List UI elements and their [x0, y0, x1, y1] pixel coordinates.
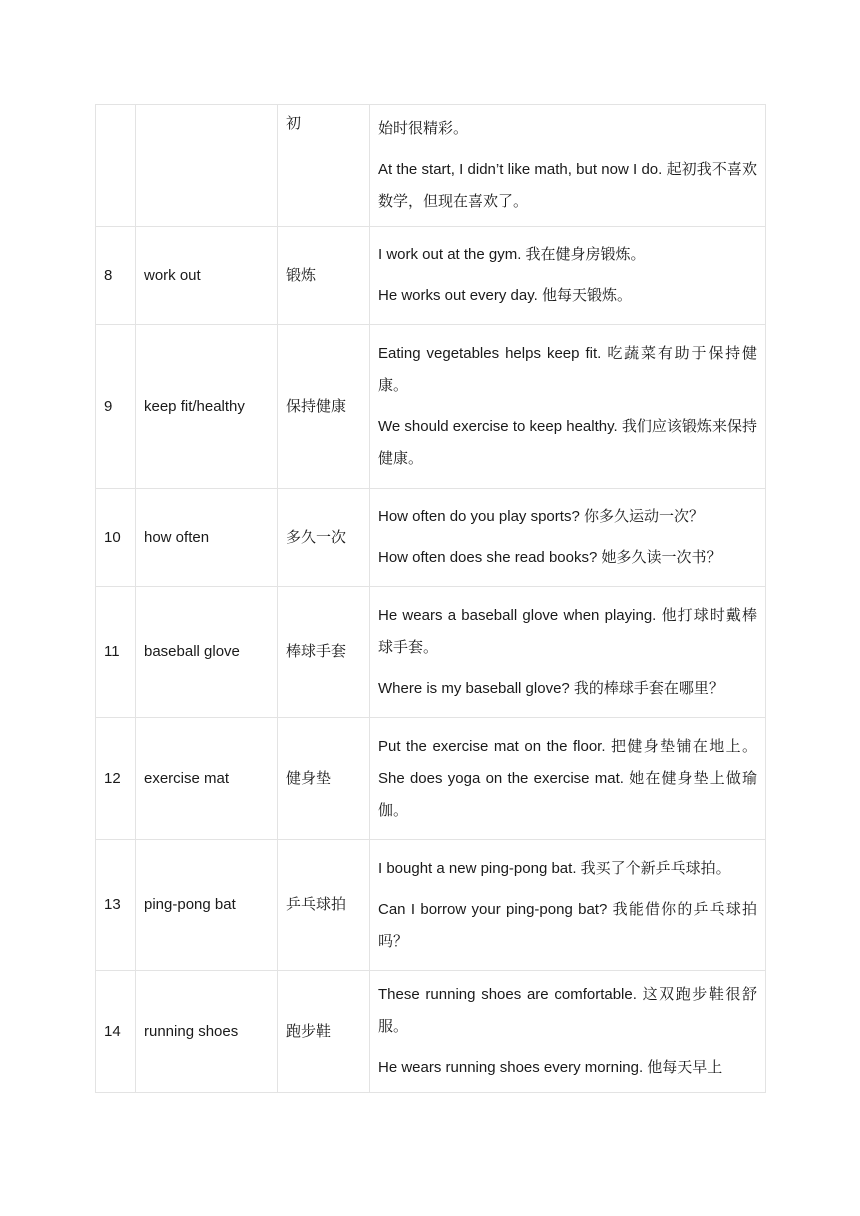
table-row — [96, 325, 766, 489]
meaning-cell: 棒球手套 — [278, 587, 370, 718]
example-sentence: At the start, I didn’t like math, but now I do. 起初我不喜欢数学，但现在喜欢了。 — [378, 161, 757, 210]
meaning-cell: 初 — [278, 105, 370, 227]
example-sentence: Where is my baseball glove? 我的棒球手套在哪里？ — [378, 679, 724, 697]
row-number: 12 — [96, 718, 136, 840]
example-sentence: Put the exercise mat on the floor. 把健身垫铺在地上。She does yoga on the exercise mat. 她在健身垫上做瑜伽。 — [378, 737, 757, 819]
example-sentence: These running shoes are comfortable. 这双跑步鞋很舒服。 — [378, 986, 757, 1035]
meaning-cell: 跑步鞋 — [278, 971, 370, 1093]
table-row — [96, 105, 766, 227]
example-sentence: 始时很精彩。 — [378, 120, 469, 137]
meaning-cell: 锻炼 — [278, 227, 370, 325]
examples-cell — [370, 105, 766, 227]
table-row — [96, 840, 766, 971]
document-page — [95, 104, 765, 1093]
phrase-cell: exercise mat — [136, 718, 278, 840]
table-row — [96, 718, 766, 840]
examples-cell — [370, 227, 766, 325]
row-number: 13 — [96, 840, 136, 971]
phrase-cell: baseball glove — [136, 587, 278, 718]
example-sentence: How often do you play sports? 你多久运动一次？ — [378, 508, 704, 525]
row-number: 11 — [96, 587, 136, 718]
examples-cell — [370, 718, 766, 840]
row-number — [96, 105, 136, 227]
table-row — [96, 489, 766, 587]
table-row — [96, 971, 766, 1093]
phrase-cell: work out — [136, 227, 278, 325]
example-sentence: I bought a new ping-pong bat. 我买了个新乒乓球拍。 — [378, 859, 731, 877]
example-sentence: He works out every day. 他每天锻炼。 — [378, 287, 632, 304]
phrase-cell: keep fit/healthy — [136, 325, 278, 489]
table-row — [96, 227, 766, 325]
phrase-cell: ping-pong bat — [136, 840, 278, 971]
example-sentence: He wears a baseball glove when playing. 他打球时戴棒球手套。 — [378, 606, 757, 656]
phrase-cell: how often — [136, 489, 278, 587]
row-number: 9 — [96, 325, 136, 489]
meaning-cell: 乒乓球拍 — [278, 840, 370, 971]
example-sentence: I work out at the gym. 我在健身房锻炼。 — [378, 246, 646, 263]
row-number: 10 — [96, 489, 136, 587]
table-row — [96, 587, 766, 718]
examples-cell — [370, 840, 766, 971]
examples-cell — [370, 489, 766, 587]
row-number: 8 — [96, 227, 136, 325]
example-sentence: How often does she read books? 她多久读一次书？ — [378, 549, 722, 566]
meaning-cell: 健身垫 — [278, 718, 370, 840]
phrase-cell — [136, 105, 278, 227]
example-sentence: We should exercise to keep healthy. 我们应该锻炼来保持健康。 — [378, 418, 757, 467]
examples-cell — [370, 971, 766, 1093]
examples-cell — [370, 587, 766, 718]
meaning-cell: 保持健康 — [278, 325, 370, 489]
row-number: 14 — [96, 971, 136, 1093]
example-sentence: He wears running shoes every morning. 他每天早上 — [378, 1059, 723, 1076]
example-sentence: Eating vegetables helps keep fit. 吃蔬菜有助于保持健康。 — [378, 345, 757, 394]
example-sentence: Can I borrow your ping-pong bat? 我能借你的乒乓球拍吗？ — [378, 900, 757, 950]
phrase-cell: running shoes — [136, 971, 278, 1093]
vocabulary-table — [95, 104, 766, 1093]
examples-cell — [370, 325, 766, 489]
meaning-cell: 多久一次 — [278, 489, 370, 587]
